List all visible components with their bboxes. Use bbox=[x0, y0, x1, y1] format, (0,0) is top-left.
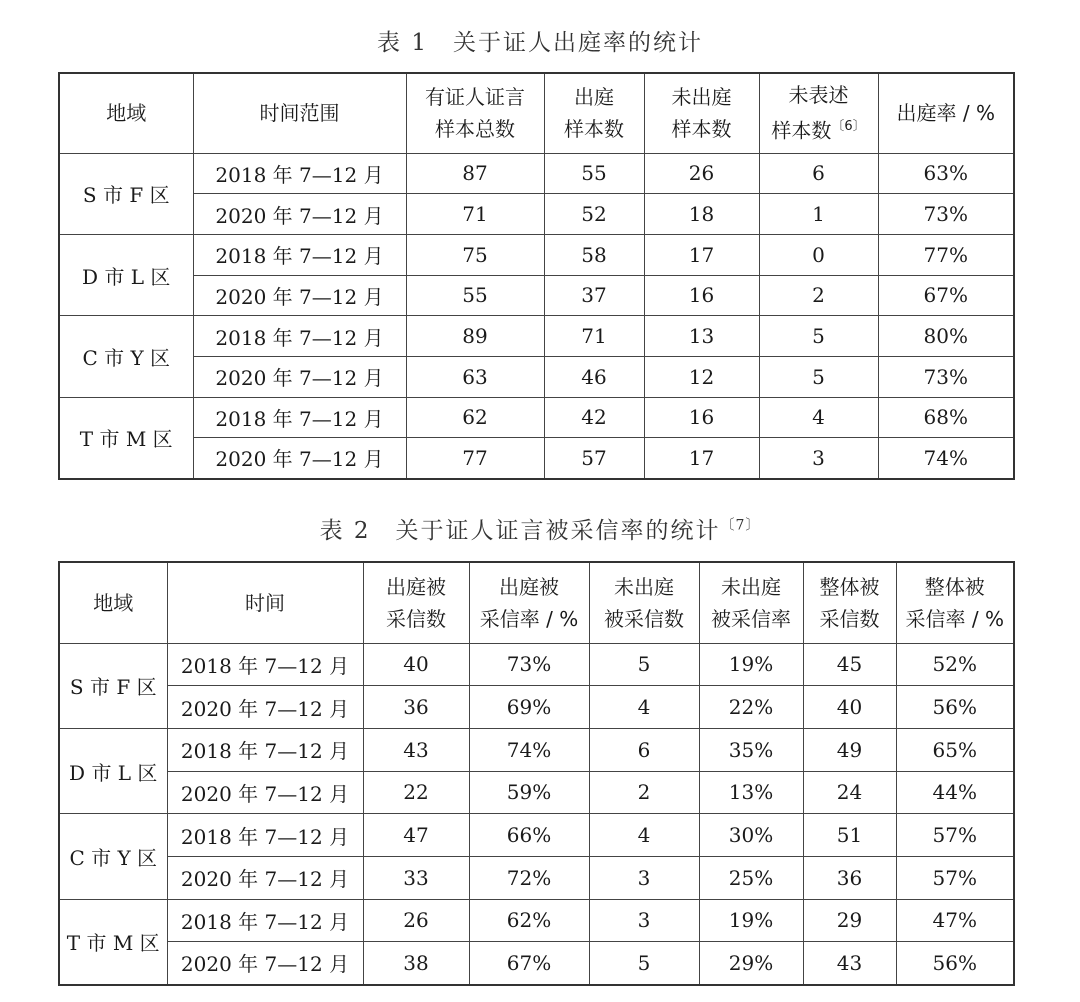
header-region: 地域 bbox=[59, 562, 167, 643]
overall-adopted-count-cell: 49 bbox=[803, 728, 896, 771]
table-row bbox=[59, 686, 1014, 729]
absent-adopted-rate-cell: 29% bbox=[699, 942, 803, 985]
header-overall-adopted-count bbox=[803, 562, 896, 643]
total-cell: 71 bbox=[406, 194, 544, 235]
table-row bbox=[59, 153, 1014, 194]
period-cell: 2018 年 7—12 月 bbox=[193, 153, 406, 194]
overall-adopted-count-cell: 24 bbox=[803, 771, 896, 814]
header-absent-adopted-rate bbox=[699, 562, 803, 643]
header-line: 被采信数 bbox=[604, 606, 684, 631]
appeared-cell: 46 bbox=[544, 356, 644, 397]
unstated-cell: 1 bbox=[759, 194, 878, 235]
header-line: 整体被 bbox=[819, 574, 880, 599]
total-cell: 62 bbox=[406, 397, 544, 438]
unstated-cell: 2 bbox=[759, 275, 878, 316]
unstated-cell: 0 bbox=[759, 234, 878, 275]
overall-adopted-count-cell: 43 bbox=[803, 942, 896, 985]
absent-adopted-count-cell: 5 bbox=[589, 942, 699, 985]
period-cell: 2020 年 7—12 月 bbox=[193, 194, 406, 235]
total-cell: 87 bbox=[406, 153, 544, 194]
overall-adopted-count-cell: 51 bbox=[803, 814, 896, 857]
rate-cell: 68% bbox=[878, 397, 1014, 438]
period-cell: 2018 年 7—12 月 bbox=[167, 728, 363, 771]
appeared-cell: 57 bbox=[544, 438, 644, 479]
period-cell: 2020 年 7—12 月 bbox=[167, 856, 363, 899]
footnote-ref: 〔6〕 bbox=[831, 119, 866, 135]
overall-adopted-count-cell: 36 bbox=[803, 856, 896, 899]
header-region: 地域 bbox=[59, 73, 193, 153]
appeared-adopted-count-cell: 38 bbox=[363, 942, 469, 985]
header-line: 采信数 bbox=[386, 606, 446, 631]
rate-cell: 74% bbox=[878, 438, 1014, 479]
unstated-cell: 5 bbox=[759, 356, 878, 397]
header-line: 未出庭 bbox=[721, 574, 781, 599]
absent-adopted-count-cell: 6 bbox=[589, 728, 699, 771]
witness-appearance-table bbox=[58, 72, 1015, 480]
header-line: 被采信率 bbox=[711, 606, 791, 631]
header-line bbox=[760, 111, 878, 147]
absent-adopted-count-cell: 4 bbox=[589, 686, 699, 729]
period-cell: 2020 年 7—12 月 bbox=[167, 771, 363, 814]
appeared-adopted-rate-cell: 73% bbox=[469, 643, 589, 686]
period-cell: 2020 年 7—12 月 bbox=[167, 686, 363, 729]
absent-adopted-count-cell: 4 bbox=[589, 814, 699, 857]
absent-adopted-rate-cell: 35% bbox=[699, 728, 803, 771]
appeared-adopted-rate-cell: 62% bbox=[469, 899, 589, 942]
unstated-cell: 3 bbox=[759, 438, 878, 479]
header-period: 时间 bbox=[167, 562, 363, 643]
total-cell: 77 bbox=[406, 438, 544, 479]
absent-adopted-rate-cell: 13% bbox=[699, 771, 803, 814]
appeared-adopted-rate-cell: 69% bbox=[469, 686, 589, 729]
absent-adopted-count-cell: 2 bbox=[589, 771, 699, 814]
period-cell: 2018 年 7—12 月 bbox=[167, 899, 363, 942]
header-total-samples bbox=[406, 73, 544, 153]
appeared-adopted-count-cell: 22 bbox=[363, 771, 469, 814]
table1-caption: 表 1 关于证人出庭率的统计 bbox=[377, 30, 703, 56]
table-row bbox=[59, 194, 1014, 235]
period-cell: 2020 年 7—12 月 bbox=[193, 356, 406, 397]
period-cell: 2018 年 7—12 月 bbox=[193, 234, 406, 275]
header-appearance-rate: 出庭率 / % bbox=[878, 73, 1014, 153]
period-cell: 2020 年 7—12 月 bbox=[193, 438, 406, 479]
overall-adopted-rate-cell: 44% bbox=[896, 771, 1014, 814]
absent-cell: 16 bbox=[644, 275, 759, 316]
caption-text: 表 2 关于证人证言被采信率的统计 bbox=[319, 518, 721, 544]
absent-cell: 18 bbox=[644, 194, 759, 235]
period-cell: 2018 年 7—12 月 bbox=[167, 814, 363, 857]
absent-adopted-rate-cell: 22% bbox=[699, 686, 803, 729]
header-line: 未出庭 bbox=[671, 85, 732, 110]
appeared-cell: 58 bbox=[544, 234, 644, 275]
unstated-cell: 6 bbox=[759, 153, 878, 194]
rate-cell: 80% bbox=[878, 316, 1014, 357]
appeared-adopted-count-cell: 43 bbox=[363, 728, 469, 771]
header-line: 有证人证言 bbox=[425, 85, 525, 110]
header-line: 样本数 bbox=[671, 117, 732, 142]
header-unstated-samples bbox=[759, 73, 878, 153]
table-row bbox=[59, 771, 1014, 814]
region-cell: D 市 L 区 bbox=[59, 234, 193, 315]
appeared-adopted-rate-cell: 59% bbox=[469, 771, 589, 814]
header-line: 样本总数 bbox=[435, 117, 515, 142]
header-line: 样本数 bbox=[564, 117, 624, 142]
table-row bbox=[59, 356, 1014, 397]
region-cell: S 市 F 区 bbox=[59, 153, 193, 234]
table2-caption bbox=[0, 512, 1080, 545]
header-line: 整体被 bbox=[924, 574, 985, 599]
table-row bbox=[59, 942, 1014, 985]
period-cell: 2020 年 7—12 月 bbox=[167, 942, 363, 985]
absent-adopted-rate-cell: 25% bbox=[699, 856, 803, 899]
absent-adopted-count-cell: 3 bbox=[589, 899, 699, 942]
table-row bbox=[59, 397, 1014, 438]
appeared-adopted-count-cell: 26 bbox=[363, 899, 469, 942]
appeared-cell: 42 bbox=[544, 397, 644, 438]
region-cell: S 市 F 区 bbox=[59, 643, 167, 728]
absent-cell: 17 bbox=[644, 438, 759, 479]
testimony-adoption-table bbox=[58, 561, 1015, 986]
appeared-cell: 55 bbox=[544, 153, 644, 194]
absent-cell: 26 bbox=[644, 153, 759, 194]
appeared-adopted-count-cell: 36 bbox=[363, 686, 469, 729]
appeared-adopted-count-cell: 40 bbox=[363, 643, 469, 686]
overall-adopted-rate-cell: 57% bbox=[896, 856, 1014, 899]
appeared-adopted-count-cell: 47 bbox=[363, 814, 469, 857]
appeared-adopted-rate-cell: 74% bbox=[469, 728, 589, 771]
absent-adopted-rate-cell: 19% bbox=[699, 899, 803, 942]
absent-adopted-rate-cell: 19% bbox=[699, 643, 803, 686]
footnote-ref: 〔7〕 bbox=[720, 517, 761, 534]
absent-cell: 17 bbox=[644, 234, 759, 275]
table-row bbox=[59, 643, 1014, 686]
region-cell: D 市 L 区 bbox=[59, 728, 167, 813]
rate-cell: 73% bbox=[878, 194, 1014, 235]
total-cell: 63 bbox=[406, 356, 544, 397]
period-cell: 2018 年 7—12 月 bbox=[193, 316, 406, 357]
overall-adopted-rate-cell: 57% bbox=[896, 814, 1014, 857]
rate-cell: 63% bbox=[878, 153, 1014, 194]
unstated-cell: 5 bbox=[759, 316, 878, 357]
overall-adopted-rate-cell: 56% bbox=[896, 686, 1014, 729]
overall-adopted-count-cell: 29 bbox=[803, 899, 896, 942]
absent-adopted-count-cell: 3 bbox=[589, 856, 699, 899]
header-line: 出庭被 bbox=[386, 574, 446, 599]
header-absent-samples bbox=[644, 73, 759, 153]
appeared-adopted-count-cell: 33 bbox=[363, 856, 469, 899]
table-row bbox=[59, 856, 1014, 899]
rate-cell: 77% bbox=[878, 234, 1014, 275]
region-cell: T 市 M 区 bbox=[59, 899, 167, 984]
overall-adopted-rate-cell: 65% bbox=[896, 728, 1014, 771]
header-appeared-adopted-count bbox=[363, 562, 469, 643]
period-cell: 2020 年 7—12 月 bbox=[193, 275, 406, 316]
absent-cell: 16 bbox=[644, 397, 759, 438]
header-overall-adopted-rate bbox=[896, 562, 1014, 643]
header-line: 采信数 bbox=[819, 606, 880, 631]
header-period: 时间范围 bbox=[193, 73, 406, 153]
header-appeared-samples bbox=[544, 73, 644, 153]
overall-adopted-count-cell: 45 bbox=[803, 643, 896, 686]
overall-adopted-rate-cell: 52% bbox=[896, 643, 1014, 686]
overall-adopted-rate-cell: 56% bbox=[896, 942, 1014, 985]
appeared-adopted-rate-cell: 66% bbox=[469, 814, 589, 857]
period-cell: 2018 年 7—12 月 bbox=[193, 397, 406, 438]
unstated-cell: 4 bbox=[759, 397, 878, 438]
table-row bbox=[59, 899, 1014, 942]
table1-header-row bbox=[59, 73, 1014, 153]
appeared-adopted-rate-cell: 72% bbox=[469, 856, 589, 899]
appeared-cell: 71 bbox=[544, 316, 644, 357]
absent-cell: 13 bbox=[644, 316, 759, 357]
total-cell: 55 bbox=[406, 275, 544, 316]
overall-adopted-rate-cell: 47% bbox=[896, 899, 1014, 942]
overall-adopted-count-cell: 40 bbox=[803, 686, 896, 729]
period-cell: 2018 年 7—12 月 bbox=[167, 643, 363, 686]
header-appeared-adopted-rate bbox=[469, 562, 589, 643]
table-row bbox=[59, 234, 1014, 275]
appeared-cell: 37 bbox=[544, 275, 644, 316]
header-line: 出庭 bbox=[574, 85, 614, 110]
table-row bbox=[59, 728, 1014, 771]
region-cell: C 市 Y 区 bbox=[59, 814, 167, 899]
header-line: 采信率 / % bbox=[905, 606, 1004, 631]
total-cell: 75 bbox=[406, 234, 544, 275]
region-cell: T 市 M 区 bbox=[59, 397, 193, 478]
header-line: 出庭被 bbox=[499, 574, 559, 599]
table2-header-row bbox=[59, 562, 1014, 643]
table-row bbox=[59, 316, 1014, 357]
region-cell: C 市 Y 区 bbox=[59, 316, 193, 397]
header-absent-adopted-count bbox=[589, 562, 699, 643]
absent-cell: 12 bbox=[644, 356, 759, 397]
table-row bbox=[59, 438, 1014, 479]
appeared-cell: 52 bbox=[544, 194, 644, 235]
total-cell: 89 bbox=[406, 316, 544, 357]
header-line: 采信率 / % bbox=[479, 606, 579, 631]
absent-adopted-count-cell: 5 bbox=[589, 643, 699, 686]
rate-cell: 67% bbox=[878, 275, 1014, 316]
rate-cell: 73% bbox=[878, 356, 1014, 397]
appeared-adopted-rate-cell: 67% bbox=[469, 942, 589, 985]
table-row bbox=[59, 814, 1014, 857]
absent-adopted-rate-cell: 30% bbox=[699, 814, 803, 857]
table-row bbox=[59, 275, 1014, 316]
header-text: 样本数 bbox=[771, 119, 832, 144]
header-line: 未表述 bbox=[788, 83, 849, 108]
header-line: 未出庭 bbox=[614, 574, 674, 599]
